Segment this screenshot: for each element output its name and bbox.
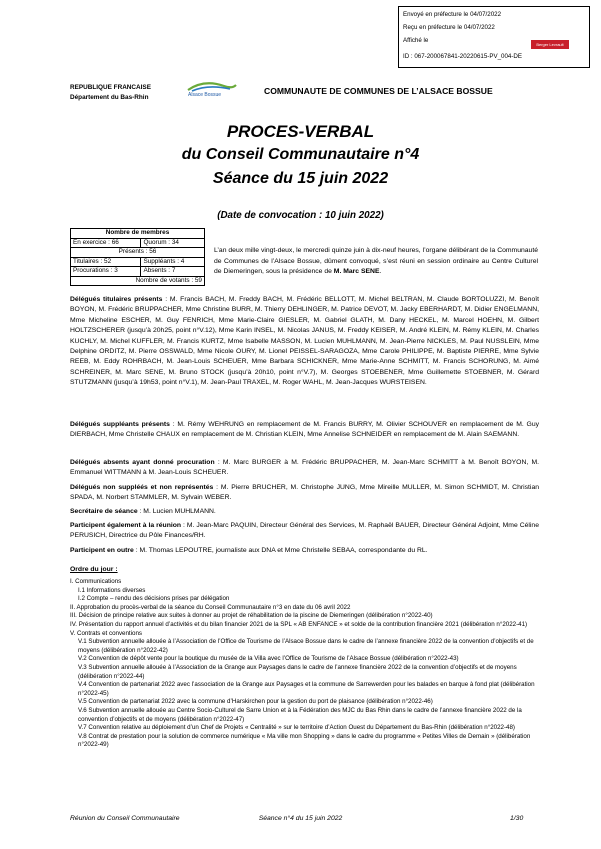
council-title: du Conseil Communautaire n°4 (181, 146, 420, 163)
odj-title: Ordre du jour : (70, 566, 118, 573)
titulaires-label: Délégués titulaires présents (70, 296, 163, 303)
president-name: M. Marc SENE (333, 268, 380, 275)
suppleants-text: : M. Rémy WEHRUNG en remplacement de M. Francis BURRY, M. Olivier SCHOUVER en remplacement de M. Guy DIERBACH, Mme Christelle CHAUX en remplacement de M. Christian KLEIN, Mme Annelise SCHNEIDER en remplacement de M. Alain SAEMANN. (70, 421, 539, 439)
intro-text: L’an deux mille vingt-deux, le mercredi quinze juin à dix-neuf heures, l’organe délibérant de la Communauté de Communes de l’Alsace Bossue, dûment convoqué, s’est réuni en session ordinaire au Centre Culturel de Diemeringen, sous la présidence de (214, 247, 538, 275)
odj-item: V.2 Convention de dépôt vente pour la boutique du musée de la Villa avec l’Office de Tourisme de l’Alsace Bossue (délibération n°2022-43) (78, 655, 459, 663)
members-procurations: Procurations : 3 (71, 267, 141, 277)
odj-item: IV. Présentation du rapport annuel d’activités et du bilan financier 2021 de la SPL « AB ENFANCE » et solde de la contribution financière 2021 (délibération n°2022-41) (70, 620, 528, 628)
stamp-received: Reçu en préfecture le 04/07/2022 (403, 24, 495, 31)
suppleants-label: Délégués suppléants présents (70, 421, 170, 428)
members-votants: Nombre de votants : 59 (71, 276, 205, 286)
departement-label: Département du Bas-Rhin (70, 94, 149, 101)
prefecture-stamp (398, 6, 590, 68)
absents-label: Délégués non suppléés et non représentés (70, 484, 214, 491)
odj-item: V.6 Subvention annuelle allouée au Centre Socio-Culturel de Sarre Union et à la Fédération des MJC du Bas Rhin dans le cadre de l’annexe financière 2022 de la convention d’objectifs et de moyens (délibération n°2022-47) (78, 706, 522, 723)
outre-label: Participent en outre (70, 547, 134, 554)
odj-item: V. Contrats et conventions (70, 629, 143, 637)
outre-paragraph (70, 546, 539, 556)
berger-levrault-logo: Berger Levrault (531, 40, 569, 49)
secretaire-label: Secrétaire de séance (70, 508, 138, 515)
session-date: Séance du 15 juin 2022 (212, 170, 389, 187)
logo-swoosh-icon (186, 79, 238, 93)
members-table (70, 228, 205, 286)
participent-text: : M. Jean-Marc PAQUIN, Directeur Général des Services, M. Raphaël BAUER, Directeur Général Adjoint, Mme Céline PERUSICH, Directrice du Pôle Finances/RH. (70, 522, 539, 540)
members-presents: Présents : 56 (71, 248, 205, 258)
logo-text: Alsace Bossue (188, 92, 222, 98)
footer-center: Séance n°4 du 15 juin 2022 (258, 815, 343, 822)
participent-label: Participent également à la réunion (70, 522, 182, 529)
odj-item: V.5 Convention de partenariat 2022 avec la commune d’Harskirchen pour la gestion du port de plaisance (délibération n°2022-46) (78, 698, 433, 706)
page-number: 1/30 (510, 815, 524, 822)
absents-text: : M. Pierre BRUCHER, M. Christophe JUNG, Mme Mireille MULLER, M. Simon SCHMIDT, M. Christian SPADA, M. Norbert STAMMLER, M. Sylvain WEBER. (70, 484, 540, 502)
convocation-date: (Date de convocation : 10 juin 2022) (217, 210, 384, 221)
secretaire-text: : M. Lucien MUHLMANN. (137, 508, 216, 515)
odj-item: I. Communications (70, 578, 122, 585)
odj-item: II. Approbation du procès-verbal de la séance du Conseil Communautaire n°3 en date du 06 avril 2022 (70, 603, 351, 611)
republique-label: REPUBLIQUE FRANCAISE (70, 84, 151, 91)
procuration-paragraph (70, 458, 539, 479)
stamp-posted: Affiché le (403, 37, 429, 44)
secretaire-paragraph (70, 507, 539, 517)
titulaires-text: : M. Francis BACH, M. Freddy BACH, M. Frédéric BELLOTT, M. Michel BELTRAN, M. Claude BORTOLUZZI, M. Benoît BOYON, M. Frédéric BRUPPACHER, Mme Christine BURR, M. Thierry DEHLINGER, M. Patrice DEVOT, M. Jacky EBERHARDT, M. Didier ENGELMANN, Mme Micheline ESCHER, M. Guy FENRICH, Mme Marie-Claire GIESLER, M. Gabriel GLATH, M. Dany HECKEL, M. Marcel HOEHN, M. Gilbert HOLTZSCHERER (jusqu’à 20h25, point n°V.12), Mme Karin INSEL, M. Nicolas JANUS, M. Freddy KEISER, M. André KLEIN, M. Rémy KLEIN, M. Charles KUCHLY, M. Michel KUFFLER, M. Francis KURTZ, Mme Isabelle MASSON, M. Lucien MUHLMANN, M. Jean-Pierre NICKLES, M. Paul NUSSLEIN, Mme Delphine ORDITZ, M. Pierre OSSWALD, Mme Nicole OURY, M. Lionel PEISSEL-SARAGOZA, Mme Carole PHILIPPE, M. Baptiste PIERRE, Mme Sylvie REEB, M. Eddy ROHRBACH, M. Jean-Louis SCHEUER, Mme Barbara SCHICKNER, Mme Marie-Anne SCHMITT, M. Francis SCHORUNG, M. Aimé SCHREINER, M. Marc SENE, M. Bruno STOCK (jusqu’à 20h10, point n°V.7), M. Georges STOEBENER, Mme Guillemette STOEBNER, M. Gérard STUTZMANN (jusqu’à 19h53, point n°V.1), M. Jean-Paul TRAXEL, M. Roger WAHL, M. Jean-Jacques WURSTEISEN. (70, 296, 539, 387)
odj-item: I.2 Compte – rendu des décisions prises par délégation (78, 595, 230, 603)
alsace-bossue-logo (186, 79, 238, 103)
header-left (70, 83, 151, 103)
odj-item: V.4 Convention de partenariat 2022 avec l’association de la Grange aux Paysages et la commune de Sarrewerden pour les balades en barque à fond plat (délibération n°2022-45) (78, 681, 535, 697)
titulaires-paragraph (70, 295, 539, 389)
participent-paragraph (70, 521, 539, 542)
members-quorum: Quorum : 34 (141, 238, 205, 248)
odj-item: V.8 Contrat de prestation pour la solution de commerce numérique « Ma ville mon Shopping » dans le cadre du programme « Petites Villes de Demain » (délibération n°2022-49) (78, 732, 531, 749)
outre-text: : M. Thomas LEPOUTRE, journaliste aux DNA et Mme Christelle SEBAA, correspondante du RL. (133, 547, 428, 554)
members-titulaires: Titulaires : 52 (71, 257, 141, 267)
intro-end: . (379, 268, 382, 275)
odj-item: I.1 Informations diverses (78, 586, 146, 594)
stamp-sent: Envoyé en préfecture le 04/07/2022 (403, 11, 502, 18)
odj-item: V.1 Subvention annuelle allouée à l’Association de l’Office de Tourisme de l’Alsace Bossue dans le cadre de l’annexe financière 2022 de la convention d’objectifs et de moyens (délibération n°2022-42) (78, 638, 534, 654)
intro-paragraph (214, 246, 538, 278)
community-name: COMMUNAUTE DE COMMUNES DE L’ALSACE BOSSUE (264, 86, 493, 96)
members-suppleants: Suppléants : 4 (141, 257, 205, 267)
odj-item: III. Décision de principe relative aux suites à donner au projet de réhabilitation de la piscine de Diemeringen (délibération n°2022-40) (70, 612, 433, 620)
members-header: Nombre de membres (71, 229, 205, 239)
absents-paragraph (70, 483, 539, 504)
members-exercice: En exercice : 66 (71, 238, 141, 248)
odj-item: V.3 Subvention annuelle allouée à l’Association de la Grange aux Paysages dans le cadre de l’annexe financière 2022 de la convention d’objectifs et de moyens (délibération n°2022-44) (78, 663, 517, 680)
footer-left: Réunion du Conseil Communautaire (70, 815, 180, 822)
suppleants-paragraph (70, 420, 539, 441)
odj-item: V.7 Convention relative au déploiement d’un Chef de Projets « Centralité » sur le territoire d’Action Ouest du Département du Bas-Rhin (délibération n°2022-48) (78, 724, 515, 732)
doc-title: PROCES-VERBAL (226, 122, 375, 141)
odj-list (70, 578, 539, 750)
procuration-label: Délégués absents ayant donné procuration (70, 459, 215, 466)
procuration-text: : M. Marc BURGER à M. Frédéric BRUPPACHER, M. Jean-Marc SCHMITT à M. Benoît BOYON, M. Emmanuel WITTMANN à M. Jean-Louis SCHEUER. (70, 459, 539, 477)
members-absents: Absents : 7 (141, 267, 205, 277)
stamp-id: ID : 067-200067841-20220615-PV_004-DE (403, 53, 523, 60)
